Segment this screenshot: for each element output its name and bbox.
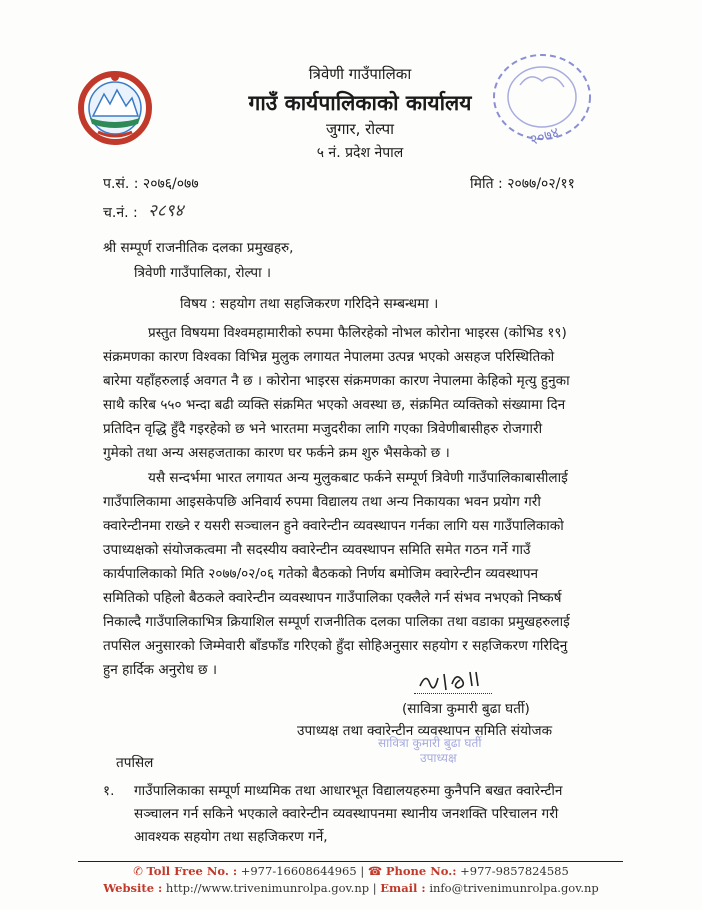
para2-line-3: क्वारेन्टीनमा राख्ने र यसरी सञ्चालन हुने क्वारेन्टीन व्यवस्थापन गर्नका लागि यस गाउँपालिकाको [103, 518, 564, 534]
signature-stamp-name: सावित्रा कुमारी बुढा घर्ती [378, 736, 482, 750]
para2-line-8: तपसिल अनुसारको जिम्मेवारी बाँडफाँड गरिएको हुँदा सोहिअनुसार सहयोग र सहजिकरण गरिदिनु [103, 638, 568, 654]
tapasil-heading: तपसिल [116, 755, 154, 771]
letter-date: मिति : २०७७/०२/११ [470, 176, 575, 192]
email-label: Email : [380, 881, 426, 895]
para2-line-2: गाउँपालिकामा आइसकेपछि अनिवार्य रुपमा विद्यालय तथा अन्य निकायका भवन प्रयोग गरी [103, 494, 541, 510]
phone-number[interactable]: +977-9857824585 [460, 864, 569, 878]
letter-subject: विषय : सहयोग तथा सहजिकरण गरिदिने सम्बन्धमा । [180, 296, 439, 312]
item1-number: १. [103, 783, 115, 799]
para2-line-7: निकाल्दै गाउँपालिकाभित्र क्रियाशिल सम्पूर्ण राजनीतिक दलका पालिका तथा वडाका प्रमुखहरुलाई [103, 614, 570, 630]
website-link[interactable]: http://www.trivenimunrolpa.gov.np [165, 881, 370, 895]
toll-free-number[interactable]: +977-16608644965 [240, 864, 357, 878]
email-link[interactable]: info@trivenimunrolpa.gov.np [429, 881, 599, 895]
website-label: Website : [103, 881, 163, 895]
para1-line-6: गुमेको तथा अन्य असहजताका कारण घर फर्कने क्रम शुरु भैसकेको छ । [103, 445, 450, 461]
para1-line-4: साथै करिब ५५० भन्दा बढी व्यक्ति संक्रमित भएको अवस्था छ, संक्रमित व्यक्तिको संख्यामा दिन [103, 397, 566, 413]
nepal-emblem-icon [76, 68, 154, 148]
signatory-name: (सावित्रा कुमारी बुढा घर्ती) [402, 701, 530, 717]
signatory-title: उपाध्यक्ष तथा क्वारेन्टीन व्यवस्थापन समिति संयोजक [297, 723, 553, 739]
footer-divider [78, 861, 623, 862]
footer-separator-2: | [372, 881, 381, 895]
handwritten-signature [416, 666, 486, 694]
para1-line-5: प्रतिदिन वृद्धि हुँदै गइरहेको छ भने भारतमा मजुदरीका लागि गएका त्रिवेणीबासीहरु रोजगारी [103, 421, 543, 437]
footer-web-line [40, 881, 662, 895]
signature-stamp-title: उपाध्यक्ष [420, 751, 457, 765]
chalani-label: च.नं. : [103, 205, 138, 221]
office-location: जुगार, रोल्पा [326, 120, 394, 138]
item1-line-3: आवश्यक सहयोग तथा सहजिकरण गर्ने, [134, 829, 328, 845]
chalani-handwritten-number: २८९४ [148, 201, 184, 221]
para2-line-5: कार्यपालिकाको मिति २०७७/०२/०६ गतेको बैठकको निर्णय बमोजिम क्वारेन्टीन व्यवस्थापन [103, 566, 539, 582]
para2-line-6: समितिको पहिलो बैठकले क्वारेन्टीन व्यवस्थापन गाउँपालिका एक्लैले गर्न संभव नभएको निष्कर्ष [103, 590, 562, 606]
municipality-name: त्रिवेणी गाउँपालिका [308, 65, 412, 83]
addressee-line-2: त्रिवेणी गाउँपालिका, रोल्पा । [134, 265, 272, 281]
addressee-line-1: श्री सम्पूर्ण राजनीतिक दलका प्रमुखहरु, [103, 240, 294, 256]
item1-line-1: गाउँपालिकाका सम्पूर्ण माध्यमिक तथा आधारभूत विद्यालयहरुमा कुनैपनि बखत क्वारेन्टीन [134, 783, 563, 799]
telephone-icon: ☎ [367, 864, 383, 878]
para2-line-1: यसै सन्दर्भमा भारत लगायत अन्य मुलुकबाट फर्कने सम्पूर्ण त्रिवेणी गाउँपालिकाबासीलाई [148, 470, 568, 486]
phone-label: Phone No.: [385, 864, 457, 878]
para2-line-9: हुन हार्दिक अनुरोध छ । [103, 662, 218, 678]
para2-line-4: उपाध्यक्षको संयोजकत्वमा नौ सदस्यीय क्वारेन्टीन व्यवस्थापन समिति समेत गठन गर्ने गाउँ [103, 542, 531, 558]
footer-contact-line [40, 864, 662, 878]
office-title: गाउँ कार्यपालिकाको कार्यालय [248, 91, 472, 115]
province-name: ५ नं. प्रदेश नेपाल [316, 145, 404, 161]
stamp-year: २०७४ [528, 124, 561, 149]
toll-free-label: Toll Free No. : [146, 864, 238, 878]
signature-stamp [372, 722, 522, 765]
patra-sankhya: प.सं. : २०७६/०७७ [103, 176, 199, 192]
para1-line-1: प्रस्तुत विषयमा विश्वमहामारीको रुपमा फैलिरहेको नोभल कोरोना भाइरस (कोभिड १९) [148, 325, 567, 341]
para1-line-2: संक्रमणका कारण विश्वका विभिन्न मुलुक लगायत नेपालमा उत्पन्न भएको असहज परिस्थितिको [103, 349, 555, 365]
item1-line-2: सञ्चालन गर्न सकिने भएकाले क्वारेन्टीन व्यवस्थापनमा स्थानीय जनशक्ति परिचालन गरी [134, 806, 559, 822]
phone-icon: ✆ [133, 864, 143, 878]
signature-line [414, 693, 492, 694]
footer-separator: | [360, 864, 368, 878]
para1-line-3: बारेमा यहाँहरुलाई अवगत नै छ । कोरोना भाइरस संक्रमणका कारण नेपालमा केहिको मृत्यु हुनुका [103, 373, 570, 389]
